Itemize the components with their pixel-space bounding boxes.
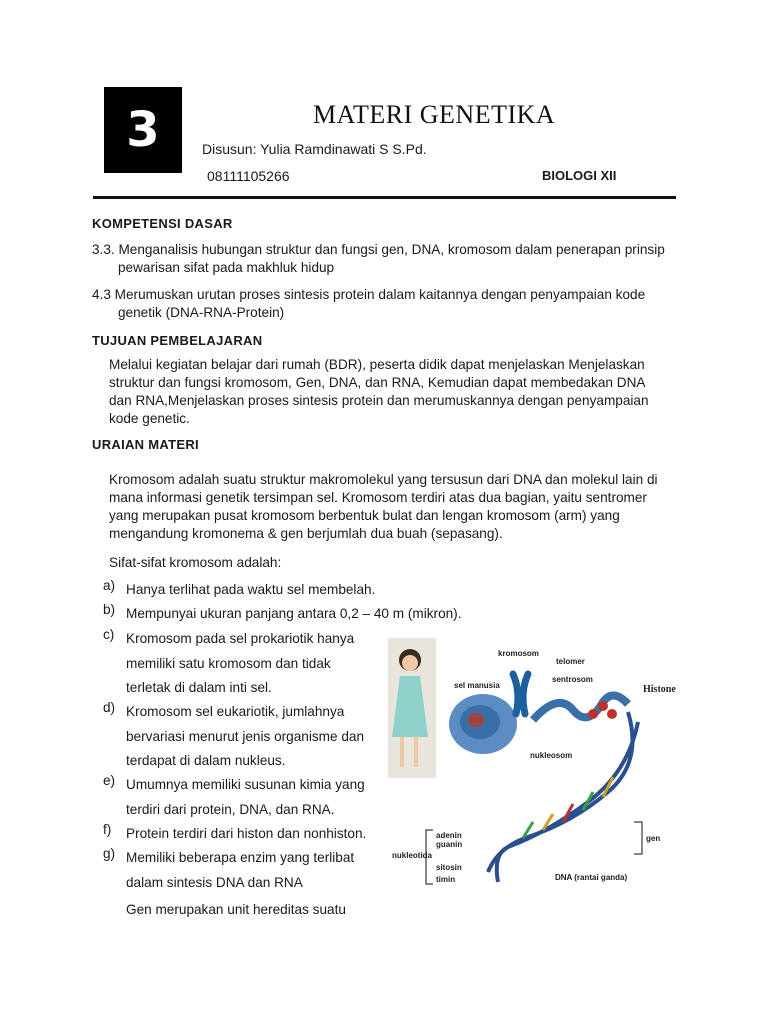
label-nukleotida: nukleotida [392, 851, 433, 860]
tujuan-heading: TUJUAN PEMBELAJARAN [92, 333, 263, 348]
human-cell [449, 694, 517, 754]
kompetensi-heading: KOMPETENSI DASAR [92, 216, 233, 231]
list-item-text: Hanya terlihat pada waktu sel membelah. [126, 582, 376, 597]
label-sel-manusia: sel manusia [454, 681, 500, 690]
label-dna: DNA (rantai ganda) [555, 873, 628, 882]
label-nukleosom: nukleosom [530, 751, 573, 760]
list-item-text: Umumnya memiliki susunan kimia yang terdiri dari protein, DNA, dan RNA. [126, 777, 365, 817]
list-item-text: Mempunyai ukuran panjang antara 0,2 – 40 m (mikron). [126, 606, 462, 621]
list-item-text: Protein terdiri dari histon dan nonhiston. [126, 826, 367, 841]
list-item-label: c) [103, 627, 115, 642]
list-item-label: e) [103, 773, 116, 788]
kompetensi-item-continuation: genetik (DNA-RNA-Protein) [118, 305, 285, 320]
page-title: MATERI GENETIKA [313, 100, 556, 129]
list-item-label: a) [103, 578, 116, 593]
label-adenin: adenin [436, 831, 462, 840]
subject-label: BIOLOGI XII [542, 168, 617, 183]
kompetensi-item [92, 241, 682, 277]
uraian-paragraph: Kromosom adalah suatu struktur makromolekul yang tersusun dari DNA dan molekul lain di mana informasi genetik tersimpan sel. Kromosom terdiri atas dua bagian, yaitu sentromer yang merupakan pusat kromosom berbentuk bulat dan lengan kromosom (arm) yang mengandung kromonema & gen berjumlah dua buah (sepasang). [109, 472, 658, 541]
phone-number: 08111105266 [207, 168, 290, 184]
list-item-text: Kromosom pada sel prokariotik hanya memiliki satu kromosom dan tidak terletak di dalam inti sel. [126, 631, 355, 695]
label-guanin: guanin [436, 840, 463, 849]
kompetensi-item-line: 3.3. Menganalisis hubungan struktur dan fungsi gen, DNA, kromosom dalam penerapan prinsip [92, 242, 665, 257]
list-item-label: f) [103, 822, 112, 837]
histone-coil [533, 695, 628, 720]
trailing-text: Gen merupakan unit hereditas suatu [126, 902, 346, 917]
label-telomer: telomer [556, 657, 585, 666]
kompetensi-item-line: 4.3 Merumuskan urutan proses sintesis protein dalam kaitannya dengan penyampaian kode [92, 287, 646, 302]
chromosome-icon [513, 674, 528, 714]
child-photo [388, 638, 436, 778]
label-timin: timin [436, 875, 456, 884]
kompetensi-item-continuation: pewarisan sifat pada makhluk hidup [118, 260, 335, 275]
chromosome-dna-diagram [388, 632, 688, 902]
list-item-label: d) [103, 700, 116, 715]
author-line: Disusun: Yulia Ramdinawati S S.Pd. [202, 141, 427, 157]
header-divider [93, 196, 676, 199]
chapter-number-box [104, 87, 182, 173]
list-item-label: g) [103, 846, 116, 861]
chapter-number: 3 [126, 102, 160, 158]
label-sitosin: sitosin [436, 863, 462, 872]
uraian-heading: URAIAN MATERI [92, 437, 199, 452]
label-gen: gen [646, 834, 661, 843]
list-item-text: Kromosom sel eukariotik, jumlahnya bervariasi menurut jenis organisme dan terdapat di dalam nukleus. [126, 704, 365, 768]
sifat-intro: Sifat-sifat kromosom adalah: [109, 555, 282, 570]
label-sentrosom: sentrosom [552, 675, 593, 684]
list-item-label: b) [103, 602, 116, 617]
label-histone: Histone [643, 684, 676, 695]
kompetensi-item [92, 286, 682, 322]
list-item-text: Memiliki beberapa enzim yang terlibat dalam sintesis DNA dan RNA [126, 850, 355, 890]
label-kromosom: kromosom [498, 649, 539, 658]
tujuan-paragraph: Melalui kegiatan belajar dari rumah (BDR), peserta didik dapat menjelaskan Menjelaskan struktur dan fungsi kromosom, Gen, DNA, dan RNA, Kemudian dapat membedakan DNA dan RNA,Menjelaskan proses sintesis protein dan merumuskannya dengan penyampaian kode genetic. [109, 357, 649, 426]
